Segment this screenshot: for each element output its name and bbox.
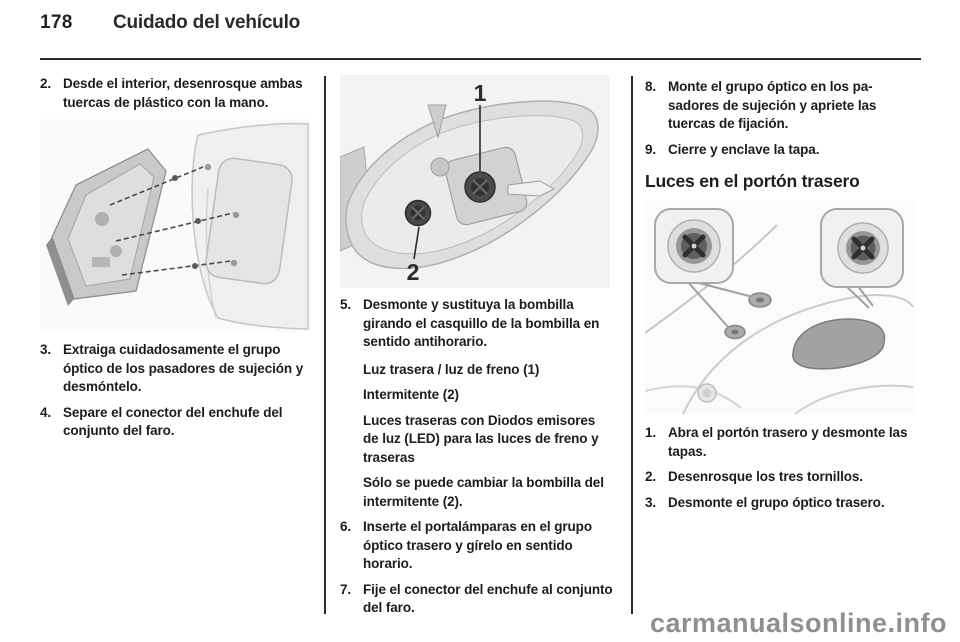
step-text: Extraiga cuidadosamente el grupo óptico de los pasadores de sujeción y desmóntelo. (63, 342, 304, 394)
panel-stud-center (703, 389, 712, 398)
column-2 (340, 75, 613, 625)
header-rule (40, 58, 921, 60)
para-led-lights: Luces traseras con Diodos emisores de luz (LED) para las luces de freno y traseras (363, 412, 599, 465)
step-number: 5. (340, 297, 352, 312)
step-text: Desmonte el grupo óptico trasero. (668, 494, 885, 510)
step-3 (40, 341, 313, 397)
step-text: Desmonte y sustituya la bombilla girando el casquillo de la bombilla en sentido antihorario. (363, 297, 600, 349)
step-text: Desenrosque los tres tornillos. (668, 469, 863, 484)
para-indicator: Intermitente (2) (363, 387, 459, 402)
figure-bulb-sockets (340, 75, 610, 288)
page-number: 178 (40, 12, 73, 33)
column-divider (324, 76, 326, 614)
column-3 (645, 75, 918, 519)
callout-label-1: 1 (473, 80, 487, 106)
stud-screw (172, 175, 178, 181)
step-number: 6. (340, 519, 352, 534)
step-number: 2. (40, 76, 52, 91)
para-tail-brake-light: Luz trasera / luz de freno (1) (363, 361, 540, 377)
mounting-hole (205, 164, 211, 170)
step-4 (40, 404, 313, 441)
step-2 (40, 75, 313, 112)
stud-screw (195, 218, 201, 224)
step-6 (340, 518, 613, 574)
step-number: 9. (645, 141, 657, 157)
column-1 (40, 75, 313, 448)
bulb-socket-2 (406, 201, 431, 226)
step-2-tailgate (645, 468, 918, 487)
watermark: carmanualsonline.info (649, 608, 947, 638)
step-text: Desde el interior, desenrosque ambas tuercas de plástico con la mano. (63, 76, 303, 110)
step-number: 1. (645, 425, 657, 440)
lamp-mounting-recess (204, 156, 294, 285)
step-8 (645, 78, 918, 134)
step-5 (340, 296, 613, 352)
mounting-hole (231, 260, 237, 266)
step-number: 3. (645, 494, 657, 510)
para-only-indicator: Sólo se puede cambiar la bombilla del intermitente (2). (363, 475, 604, 509)
section-heading-tailgate-lights: Luces en el portón trasero (645, 171, 860, 191)
step-9 (645, 141, 918, 160)
step-text: Abra el portón trasero y desmonte las tapas. (668, 425, 908, 459)
step-7 (340, 581, 613, 618)
column-divider (631, 76, 633, 614)
screw-location-center (731, 330, 738, 335)
step-number: 3. (40, 342, 52, 357)
figure-tailgate-screws (645, 201, 915, 414)
step-number: 8. (645, 79, 657, 94)
step-text: Inserte el portalámparas en el grupo óptico trasero y gírelo en sentido horario. (363, 519, 592, 571)
taillight-detail (110, 245, 122, 257)
step-number: 4. (40, 404, 52, 420)
callout-label-2: 2 (406, 259, 420, 285)
step-3-tailgate (645, 494, 918, 513)
step-text: Separe el conector del enchufe del conjunto del faro. (63, 404, 283, 438)
bulb-socket-1 (465, 172, 495, 202)
mounting-hole (233, 212, 239, 218)
step-text: Monte el grupo óptico en los pasadores de sujeción y apriete las tuercas de fijación. (668, 79, 877, 131)
taillight-detail (95, 212, 109, 226)
taillight-detail (92, 257, 110, 267)
step-1 (645, 424, 918, 461)
step-number: 7. (340, 581, 352, 597)
step-text: Fije el conector del enchufe al conjunto del faro. (363, 581, 613, 615)
step-text: Cierre y enclave la tapa. (668, 141, 820, 157)
step-number: 2. (645, 469, 657, 484)
figure-taillight-removal (40, 119, 310, 332)
chapter-title: Cuidado del vehículo (113, 12, 301, 33)
screw-location-center (756, 298, 764, 303)
empty-hole (431, 158, 449, 176)
stud-screw (192, 263, 198, 269)
